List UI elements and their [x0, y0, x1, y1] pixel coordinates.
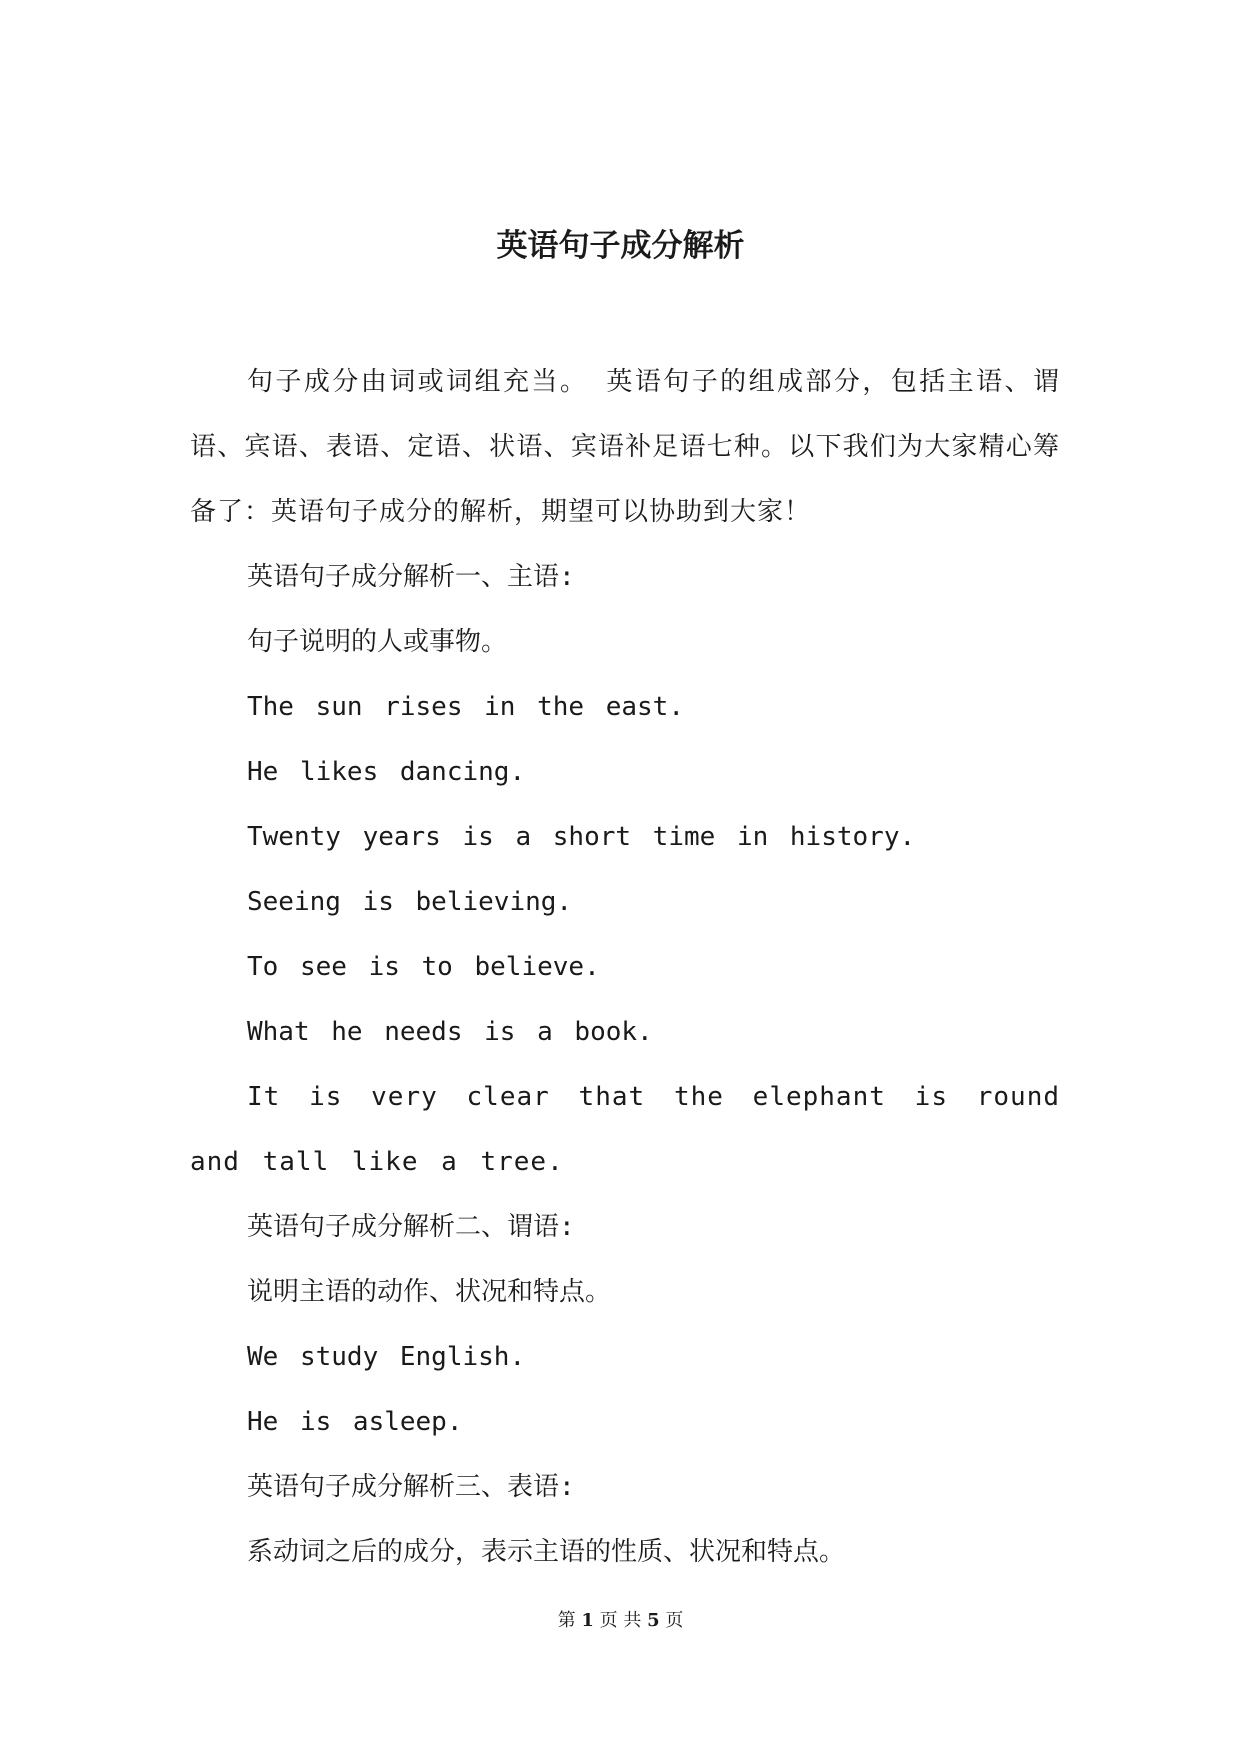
document-title: 英语句子成分解析	[496, 228, 745, 264]
paragraph: 句子说明的人或事物。	[247, 627, 508, 657]
example-sentence: The sun rises in the east.	[247, 692, 684, 722]
footer-prefix: 第	[557, 1610, 576, 1631]
section-heading-subject: 英语句子成分解析一、主语:	[247, 562, 575, 592]
intro-paragraph: 句子成分由词或词组充当。 英语句子的组成部分，包括主语、谓语、宾语、表语、定语、状语、宾语补足语七种。以下我们为大家精心筹备了：英语句子成分的解析，期望可以协助到大家！	[190, 367, 1060, 527]
footer-middle: 页 共	[599, 1610, 642, 1631]
example-sentence: He likes dancing.	[247, 757, 526, 787]
example-sentence: He is asleep.	[247, 1407, 463, 1437]
example-sentence: It is very clear that the elephant is round and tall like a tree.	[190, 1082, 1060, 1177]
example-sentence: We study English.	[247, 1342, 526, 1372]
example-sentence: Seeing is believing.	[247, 887, 573, 917]
example-sentence: To see is to believe.	[247, 952, 600, 982]
paragraph: 系动词之后的成分，表示主语的性质、状况和特点。	[247, 1537, 846, 1567]
paragraph: 说明主语的动作、状况和特点。	[247, 1277, 612, 1307]
page-footer	[0, 1608, 1241, 1634]
document-body	[190, 350, 1060, 1585]
current-page-number: 1	[581, 1610, 594, 1631]
total-pages-number: 5	[647, 1610, 660, 1631]
example-sentence: What he needs is a book.	[247, 1017, 653, 1047]
section-heading-predicative: 英语句子成分解析三、表语:	[247, 1472, 575, 1502]
section-heading-predicate: 英语句子成分解析二、谓语:	[247, 1212, 575, 1242]
example-sentence: Twenty years is a short time in history.	[247, 822, 916, 852]
footer-suffix: 页	[665, 1610, 684, 1631]
